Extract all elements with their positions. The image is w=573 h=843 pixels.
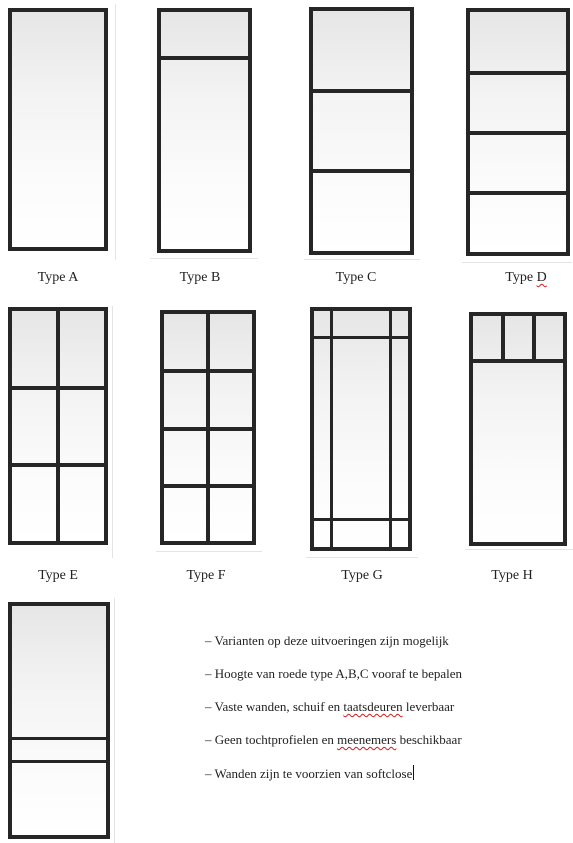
frame-edge xyxy=(465,549,573,550)
door-variant xyxy=(8,602,110,839)
frame-edge xyxy=(114,598,115,843)
type-label: Type H xyxy=(491,568,533,583)
note-line: – Hoogte van roede type A,B,C vooraf te bepalen xyxy=(205,666,463,681)
door-type-a xyxy=(8,8,108,251)
note-line: – Varianten op deze uitvoeringen zijn mogelijk xyxy=(205,633,449,648)
door-type-c xyxy=(309,7,414,255)
type-label: Type B xyxy=(179,270,221,285)
frame-edge xyxy=(112,306,113,558)
frame-edge xyxy=(304,259,420,260)
type-label: Type C xyxy=(335,270,377,285)
door-type-d xyxy=(466,8,570,256)
door-type-b xyxy=(157,8,252,253)
frame-edge xyxy=(462,262,572,263)
frame-edge xyxy=(306,557,418,558)
spellcheck-flag: taatsdeuren xyxy=(343,699,403,714)
door-type-g xyxy=(310,307,412,551)
type-label: Type A xyxy=(37,270,79,285)
text-cursor xyxy=(413,765,414,780)
note-line: – Vaste wanden, schuif en taatsdeuren leverbaar xyxy=(205,699,455,714)
frame-edge xyxy=(115,4,116,260)
spellcheck-flag: meenemers xyxy=(337,732,397,747)
door-type-h xyxy=(469,312,567,546)
note-line: – Geen tochtprofielen en meenemers beschikbaar xyxy=(205,732,462,747)
spellcheck-flag: D xyxy=(536,270,547,285)
frame-edge xyxy=(150,258,258,259)
type-label: Type G xyxy=(341,568,383,583)
type-label-d: Type D xyxy=(505,270,547,285)
note-line: – Wanden zijn te voorzien van softclose xyxy=(205,766,413,781)
door-type-e xyxy=(8,307,108,545)
notes-list xyxy=(205,633,462,798)
door-type-f xyxy=(160,310,256,545)
frame-edge xyxy=(156,551,262,552)
type-label: Type F xyxy=(186,568,226,583)
type-label: Type E xyxy=(38,568,78,583)
